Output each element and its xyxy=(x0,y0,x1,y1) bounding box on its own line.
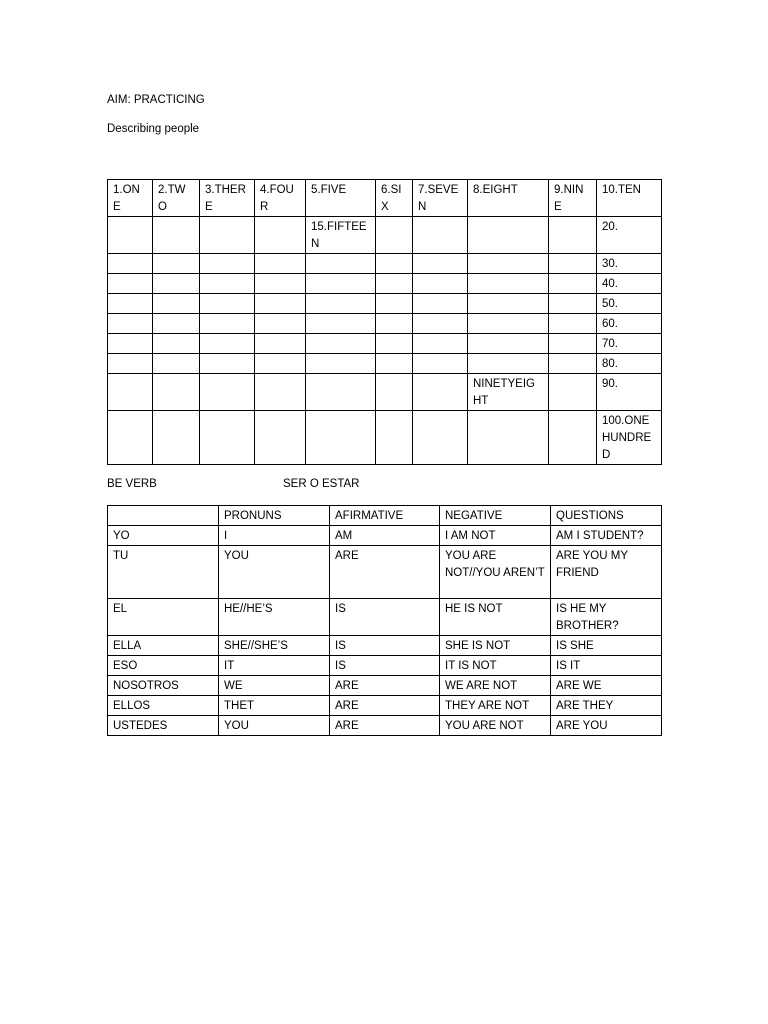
numbers-cell xyxy=(153,294,200,314)
numbers-cell xyxy=(306,334,376,354)
numbers-cell xyxy=(255,354,306,374)
numbers-cell xyxy=(153,374,200,411)
be-cell: AFIRMATIVE xyxy=(330,506,440,526)
numbers-cell xyxy=(108,254,153,274)
be-cell: I AM NOT xyxy=(440,526,551,546)
be-cell: PRONUNS xyxy=(219,506,330,526)
be-cell: ARE THEY xyxy=(551,696,662,716)
be-cell: SHE IS NOT xyxy=(440,636,551,656)
numbers-cell xyxy=(200,354,255,374)
numbers-cell xyxy=(413,254,468,274)
numbers-cell: 7.SEVEN xyxy=(413,180,468,217)
numbers-cell xyxy=(468,274,549,294)
be-cell: ELLA xyxy=(108,636,219,656)
numbers-cell: 8.EIGHT xyxy=(468,180,549,217)
numbers-table xyxy=(107,179,662,465)
numbers-cell xyxy=(376,217,413,254)
be-cell: IS IT xyxy=(551,656,662,676)
numbers-cell: NINETYEIGHT xyxy=(468,374,549,411)
be-cell: THET xyxy=(219,696,330,716)
be-row xyxy=(108,599,662,636)
be-cell: EL xyxy=(108,599,219,636)
numbers-cell xyxy=(376,374,413,411)
numbers-cell xyxy=(549,314,597,334)
numbers-cell xyxy=(200,314,255,334)
numbers-cell xyxy=(108,274,153,294)
numbers-cell: 20. xyxy=(597,217,662,254)
numbers-header-row xyxy=(108,180,662,217)
be-cell: ARE WE xyxy=(551,676,662,696)
be-row xyxy=(108,716,662,736)
numbers-row xyxy=(108,411,662,465)
numbers-cell: 30. xyxy=(597,254,662,274)
numbers-cell xyxy=(108,374,153,411)
numbers-cell xyxy=(153,354,200,374)
numbers-cell xyxy=(468,314,549,334)
be-cell: SHE//SHE’S xyxy=(219,636,330,656)
numbers-cell xyxy=(255,274,306,294)
numbers-cell xyxy=(549,354,597,374)
be-row xyxy=(108,696,662,716)
numbers-cell xyxy=(306,274,376,294)
numbers-cell xyxy=(413,274,468,294)
numbers-cell: 80. xyxy=(597,354,662,374)
numbers-cell xyxy=(376,334,413,354)
numbers-row xyxy=(108,217,662,254)
numbers-cell xyxy=(376,294,413,314)
numbers-row xyxy=(108,334,662,354)
numbers-cell xyxy=(468,411,549,465)
numbers-cell xyxy=(376,354,413,374)
be-cell: IS xyxy=(330,599,440,636)
numbers-cell xyxy=(153,274,200,294)
be-cell: ARE xyxy=(330,716,440,736)
be-cell: AM I STUDENT? xyxy=(551,526,662,546)
numbers-cell xyxy=(413,374,468,411)
numbers-cell xyxy=(153,314,200,334)
be-cell: IS HE MY BROTHER? xyxy=(551,599,662,636)
numbers-cell: 3.THERE xyxy=(200,180,255,217)
numbers-cell xyxy=(413,314,468,334)
numbers-cell xyxy=(468,294,549,314)
numbers-row xyxy=(108,374,662,411)
numbers-cell xyxy=(306,314,376,334)
numbers-cell xyxy=(255,254,306,274)
be-cell: YOU ARE NOT xyxy=(440,716,551,736)
numbers-cell xyxy=(108,411,153,465)
numbers-cell xyxy=(255,374,306,411)
be-cell: IS SHE xyxy=(551,636,662,656)
numbers-cell xyxy=(549,294,597,314)
be-cell: ARE xyxy=(330,546,440,599)
numbers-cell xyxy=(468,254,549,274)
numbers-cell xyxy=(200,294,255,314)
numbers-cell xyxy=(108,217,153,254)
numbers-cell xyxy=(153,254,200,274)
be-verb-table xyxy=(107,505,662,736)
be-cell: HE//HE’S xyxy=(219,599,330,636)
numbers-cell xyxy=(549,334,597,354)
numbers-cell xyxy=(306,374,376,411)
numbers-cell xyxy=(108,354,153,374)
be-verb-label: BE VERB xyxy=(107,478,157,490)
numbers-cell xyxy=(306,254,376,274)
be-cell xyxy=(108,506,219,526)
numbers-cell: 4.FOUR xyxy=(255,180,306,217)
numbers-cell xyxy=(376,254,413,274)
numbers-cell: 6.SIX xyxy=(376,180,413,217)
be-cell: THEY ARE NOT xyxy=(440,696,551,716)
numbers-cell: 15.FIFTEEN xyxy=(306,217,376,254)
be-cell: YO xyxy=(108,526,219,546)
numbers-cell: 5.FIVE xyxy=(306,180,376,217)
numbers-cell xyxy=(108,314,153,334)
be-row xyxy=(108,676,662,696)
be-cell: ELLOS xyxy=(108,696,219,716)
be-row xyxy=(108,656,662,676)
numbers-cell xyxy=(200,254,255,274)
numbers-row xyxy=(108,354,662,374)
numbers-cell xyxy=(200,374,255,411)
be-cell: YOU xyxy=(219,716,330,736)
numbers-cell xyxy=(306,411,376,465)
aim-heading: AIM: PRACTICING xyxy=(107,94,205,106)
numbers-cell xyxy=(255,294,306,314)
numbers-row xyxy=(108,314,662,334)
be-cell: IS xyxy=(330,636,440,656)
numbers-cell xyxy=(200,274,255,294)
be-row xyxy=(108,636,662,656)
numbers-cell xyxy=(413,294,468,314)
numbers-cell: 100.ONE HUNDRED xyxy=(597,411,662,465)
numbers-row xyxy=(108,254,662,274)
numbers-cell xyxy=(549,374,597,411)
numbers-cell xyxy=(376,274,413,294)
be-cell: ARE YOU MY FRIEND xyxy=(551,546,662,599)
be-cell: HE IS NOT xyxy=(440,599,551,636)
numbers-cell xyxy=(200,217,255,254)
numbers-cell xyxy=(108,294,153,314)
numbers-cell xyxy=(153,411,200,465)
numbers-cell xyxy=(468,217,549,254)
be-cell: ESO xyxy=(108,656,219,676)
numbers-cell xyxy=(255,314,306,334)
be-cell: YOU xyxy=(219,546,330,599)
numbers-cell xyxy=(413,411,468,465)
be-cell: NOSOTROS xyxy=(108,676,219,696)
be-cell: ARE YOU xyxy=(551,716,662,736)
numbers-cell xyxy=(376,411,413,465)
be-cell: IT xyxy=(219,656,330,676)
be-cell: QUESTIONS xyxy=(551,506,662,526)
numbers-cell: 2.TWO xyxy=(153,180,200,217)
numbers-cell xyxy=(549,217,597,254)
subtitle: Describing people xyxy=(107,123,200,135)
be-cell: ARE xyxy=(330,696,440,716)
numbers-cell xyxy=(306,294,376,314)
numbers-cell xyxy=(255,411,306,465)
numbers-cell xyxy=(153,217,200,254)
numbers-cell xyxy=(468,354,549,374)
numbers-cell xyxy=(413,354,468,374)
numbers-cell: 40. xyxy=(597,274,662,294)
numbers-cell xyxy=(200,411,255,465)
be-cell: IT IS NOT xyxy=(440,656,551,676)
be-header-row xyxy=(108,506,662,526)
be-row xyxy=(108,526,662,546)
numbers-cell xyxy=(468,334,549,354)
numbers-cell: 90. xyxy=(597,374,662,411)
numbers-cell: 1.ONE xyxy=(108,180,153,217)
numbers-cell: 9.NINE xyxy=(549,180,597,217)
numbers-cell: 70. xyxy=(597,334,662,354)
be-cell: WE ARE NOT xyxy=(440,676,551,696)
be-cell: I xyxy=(219,526,330,546)
numbers-cell: 60. xyxy=(597,314,662,334)
numbers-cell xyxy=(306,354,376,374)
be-cell: IS xyxy=(330,656,440,676)
be-row xyxy=(108,546,662,599)
numbers-cell xyxy=(108,334,153,354)
numbers-cell: 10.TEN xyxy=(597,180,662,217)
numbers-row xyxy=(108,294,662,314)
numbers-cell xyxy=(255,334,306,354)
numbers-cell xyxy=(549,274,597,294)
numbers-row xyxy=(108,274,662,294)
numbers-cell xyxy=(413,334,468,354)
numbers-cell xyxy=(376,314,413,334)
be-cell: TU xyxy=(108,546,219,599)
be-cell: YOU ARE NOT//YOU AREN’T xyxy=(440,546,551,599)
be-cell: USTEDES xyxy=(108,716,219,736)
numbers-cell xyxy=(200,334,255,354)
numbers-cell xyxy=(255,217,306,254)
numbers-cell xyxy=(153,334,200,354)
be-cell: ARE xyxy=(330,676,440,696)
numbers-cell xyxy=(549,254,597,274)
be-cell: NEGATIVE xyxy=(440,506,551,526)
numbers-cell xyxy=(413,217,468,254)
be-cell: AM xyxy=(330,526,440,546)
numbers-cell: 50. xyxy=(597,294,662,314)
ser-estar-label: SER O ESTAR xyxy=(283,478,360,490)
be-cell: WE xyxy=(219,676,330,696)
numbers-cell xyxy=(549,411,597,465)
